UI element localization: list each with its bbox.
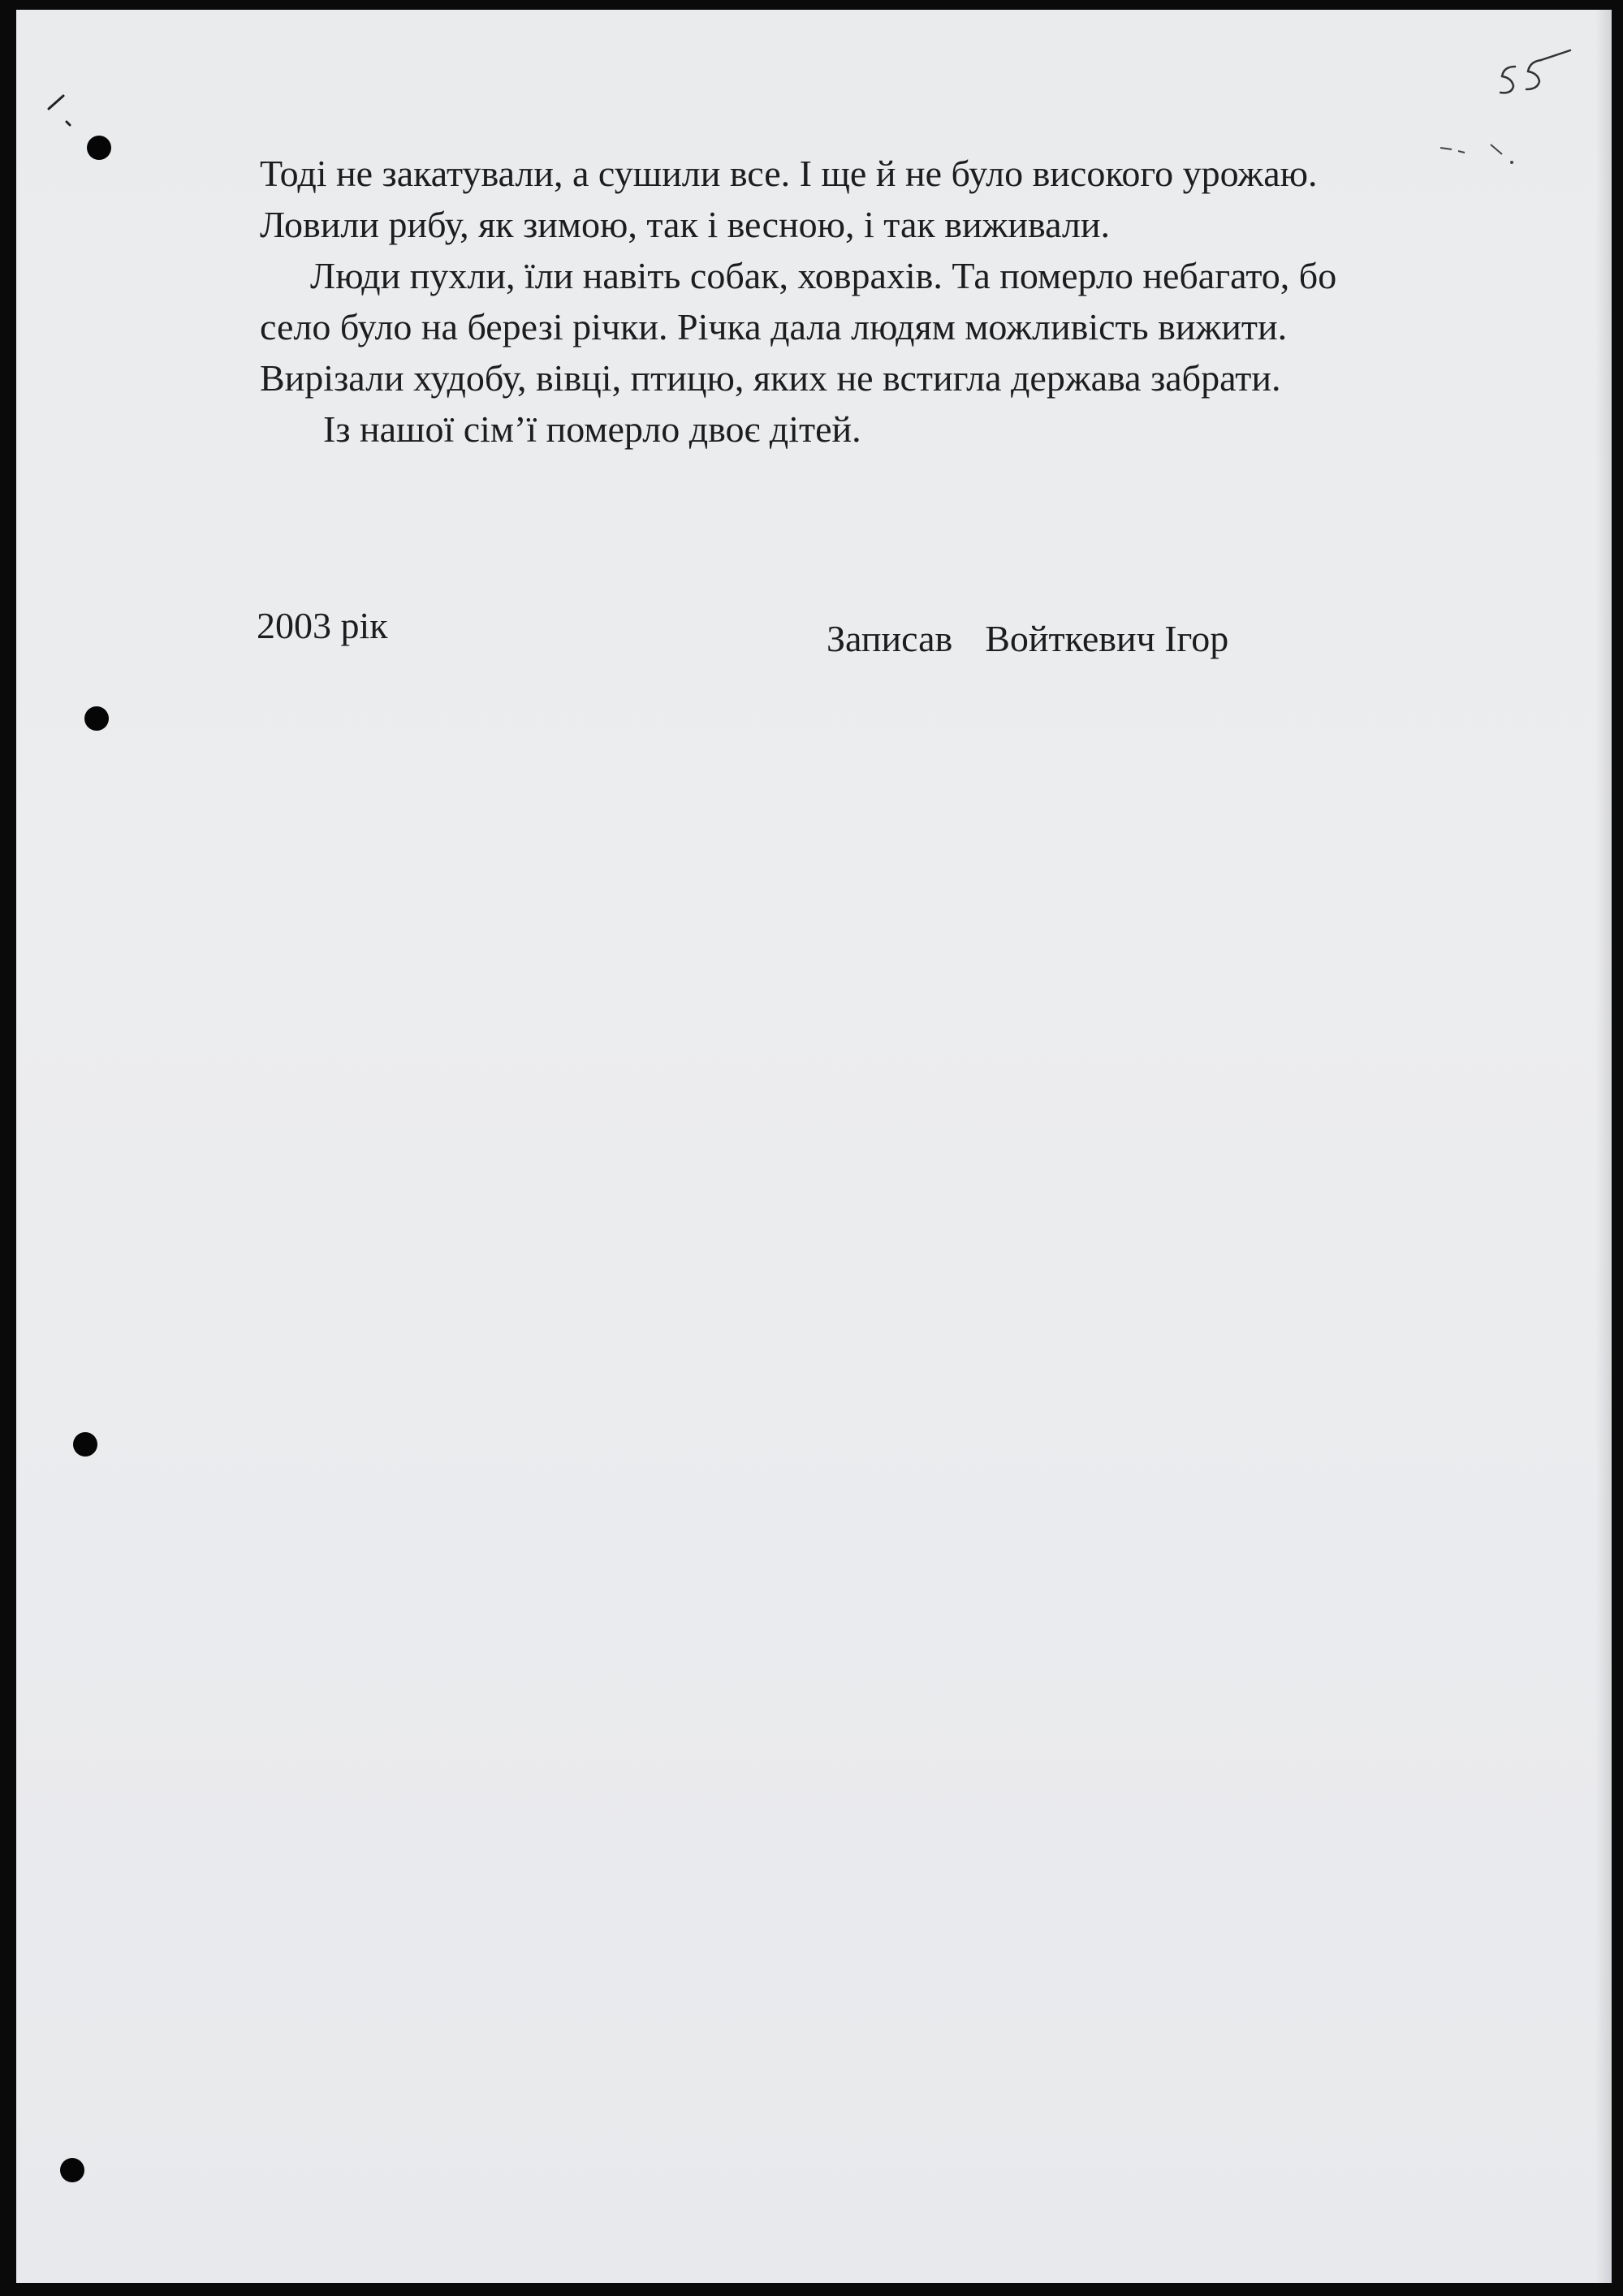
paragraph-line: Люди пухли, їли навіть собак, ховрахів. Та померло небагато, бо [310,255,1337,296]
handwritten-tick-mark [42,84,91,141]
recorder-name: Войткевич Ігор [985,618,1229,659]
paragraph-line: село було на березі річки. Річка дала людям можливість вижити. [260,306,1288,347]
document-year: 2003 рік [257,605,388,646]
punch-hole [73,1432,97,1457]
paragraph-line: Із нашої сім’ї померло двоє дітей. [323,408,861,450]
document-page [16,10,1612,2283]
punch-hole [84,706,109,731]
recorded-by-label: Записав [827,618,953,659]
paragraph-line: Ловили рибу, як зимою, так і весною, і так виживали. [260,204,1110,245]
punch-hole [60,2158,84,2182]
document-body [260,148,1526,455]
paragraph-line: Тоді не закатували, а сушили все. І ще й не було високого урожаю. [260,153,1318,194]
paragraph-line: Вирізали худобу, вівці, птицю, яких не встигла держава забрати. [260,357,1281,399]
recorder-signature-line [827,617,1228,660]
handwritten-page-number [1492,42,1582,107]
